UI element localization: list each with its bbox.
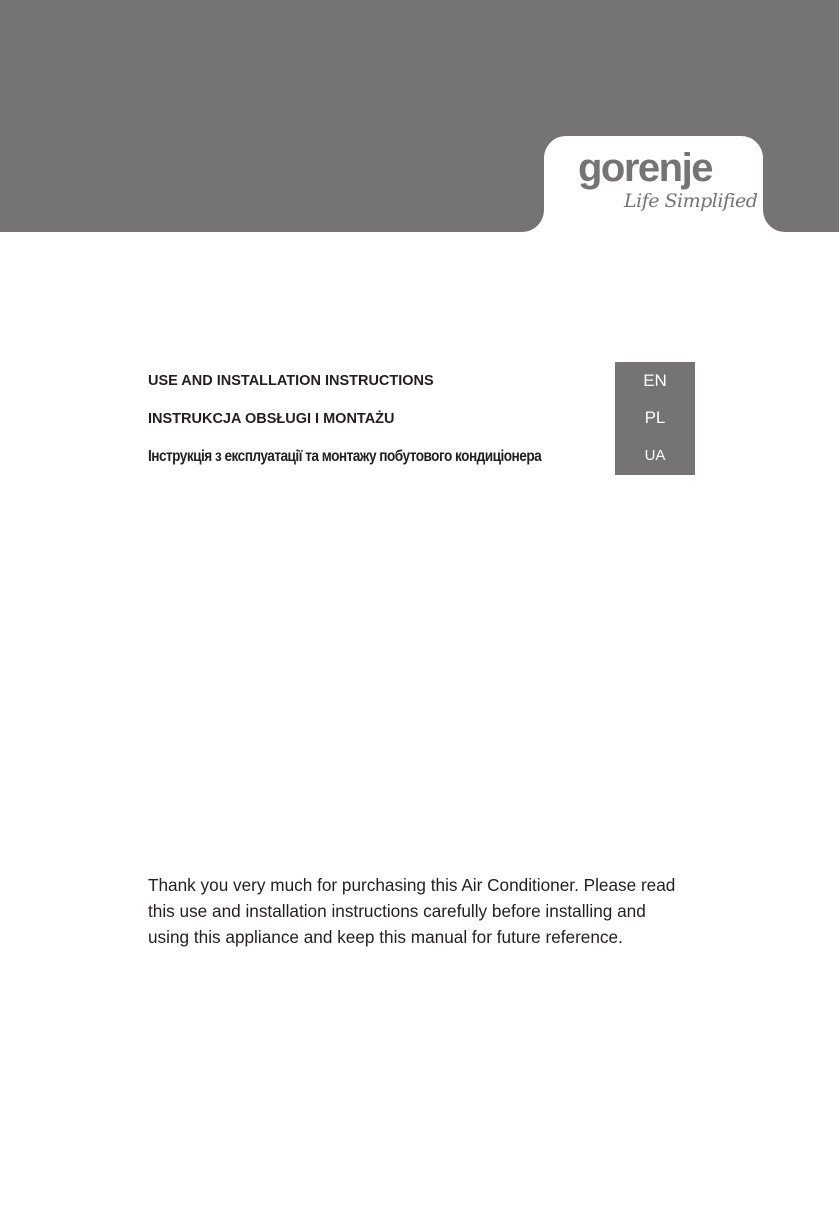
language-column bbox=[615, 362, 695, 475]
logo-tab bbox=[544, 136, 763, 232]
intro-paragraph bbox=[148, 872, 708, 950]
brand-tagline: Life Simplified bbox=[624, 190, 758, 212]
title-pl: INSTRUKCJA OBSŁUGI I MONTAŻU bbox=[148, 411, 395, 427]
intro-line: Thank you very much for purchasing this Air Conditioner. Please read bbox=[148, 875, 676, 895]
title-ua: Інструкція з експлуатації та монтажу побутового кондиціонера bbox=[148, 448, 542, 465]
lang-ua: UA bbox=[644, 447, 666, 465]
lang-pl: PL bbox=[644, 408, 666, 428]
brand-logo: gorenje bbox=[578, 146, 712, 190]
intro-line: this use and installation instructions carefully before installing and bbox=[148, 901, 646, 921]
manual-titles bbox=[148, 362, 618, 476]
title-en: USE AND INSTALLATION INSTRUCTIONS bbox=[148, 373, 434, 389]
intro-line: using this appliance and keep this manual for future reference. bbox=[148, 927, 623, 947]
lang-en: EN bbox=[643, 370, 667, 390]
